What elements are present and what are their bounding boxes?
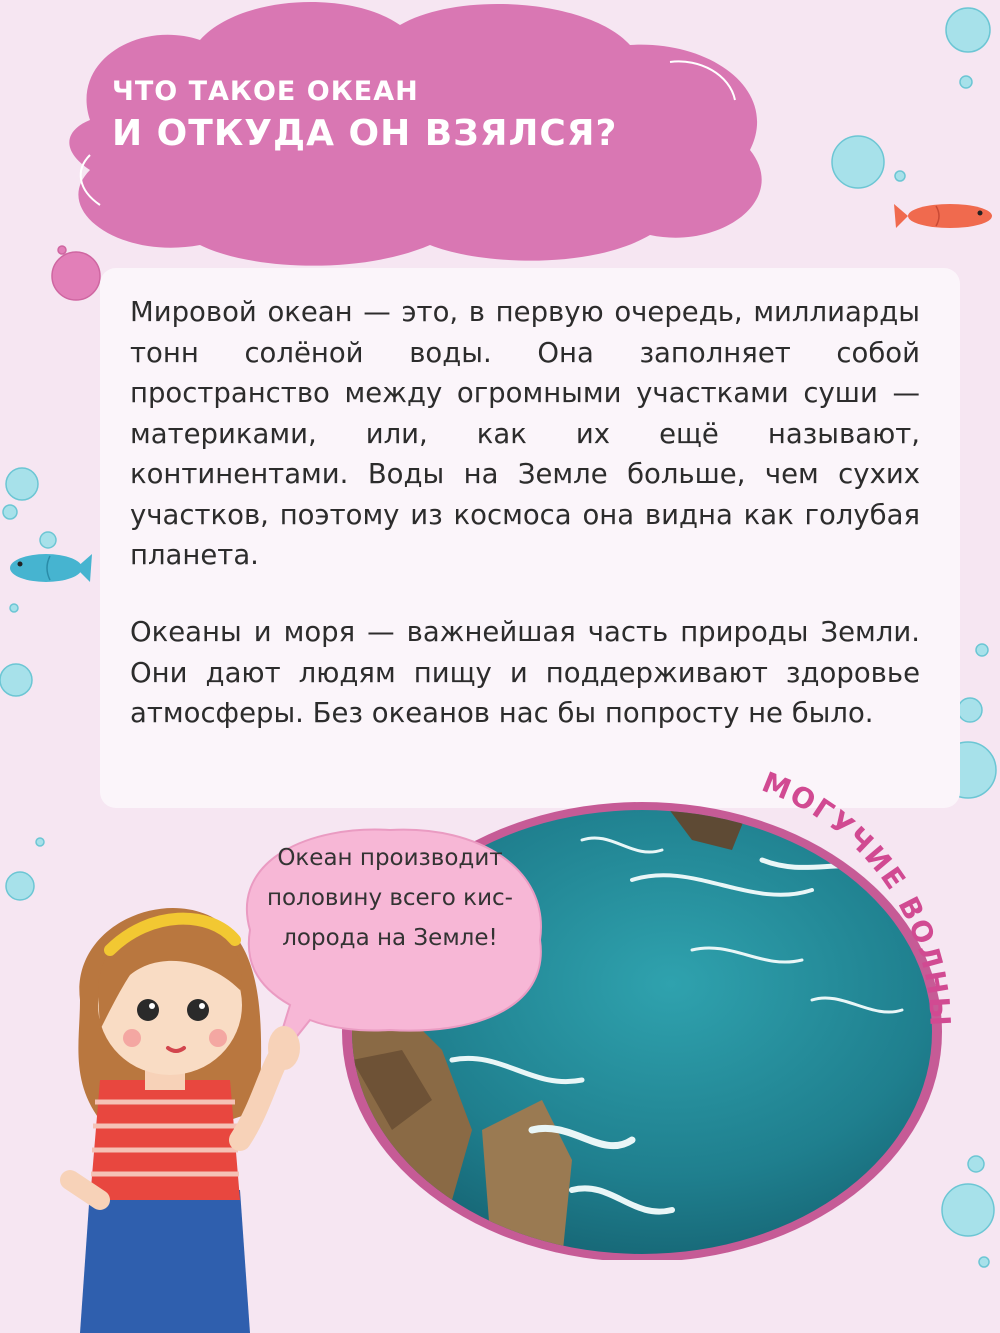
bubble-line-3: лорода на Земле! — [282, 925, 498, 951]
orange-fish-icon — [894, 204, 992, 228]
bubble-line-1: Океан производит — [277, 845, 503, 871]
photo-caption — [700, 740, 1000, 1070]
paragraph-1: Мировой океан — это, в первую очередь, миллиарды тонн солёной воды. Она заполняет собой пространство между огромными участками суши — материками, или, как их ещё называют, континентами. Воды на Земле больше, чем сухих участков, поэтому из космоса она видна как голубая планета. — [130, 296, 920, 571]
title-line-1: ЧТО ТАКОЕ ОКЕАН — [112, 76, 419, 107]
page-title — [112, 76, 617, 154]
caption-text: МОГУЧИЕ ВОЛНЫ — [757, 765, 957, 1029]
svg-text:МОГУЧИЕ ВОЛНЫ — [758, 765, 957, 1028]
girl-illustration — [40, 880, 340, 1333]
bubble-line-2: половину всего кис- — [267, 885, 513, 911]
title-line-2: И ОТКУДА ОН ВЗЯЛСЯ? — [112, 113, 618, 155]
blue-fish-icon — [10, 554, 92, 582]
paragraph-2: Океаны и моря — важнейшая часть природы Земли. Они дают людям пищу и поддерживают здоровье атмосферы. Без океанов нас бы попросту не было. — [130, 616, 920, 729]
